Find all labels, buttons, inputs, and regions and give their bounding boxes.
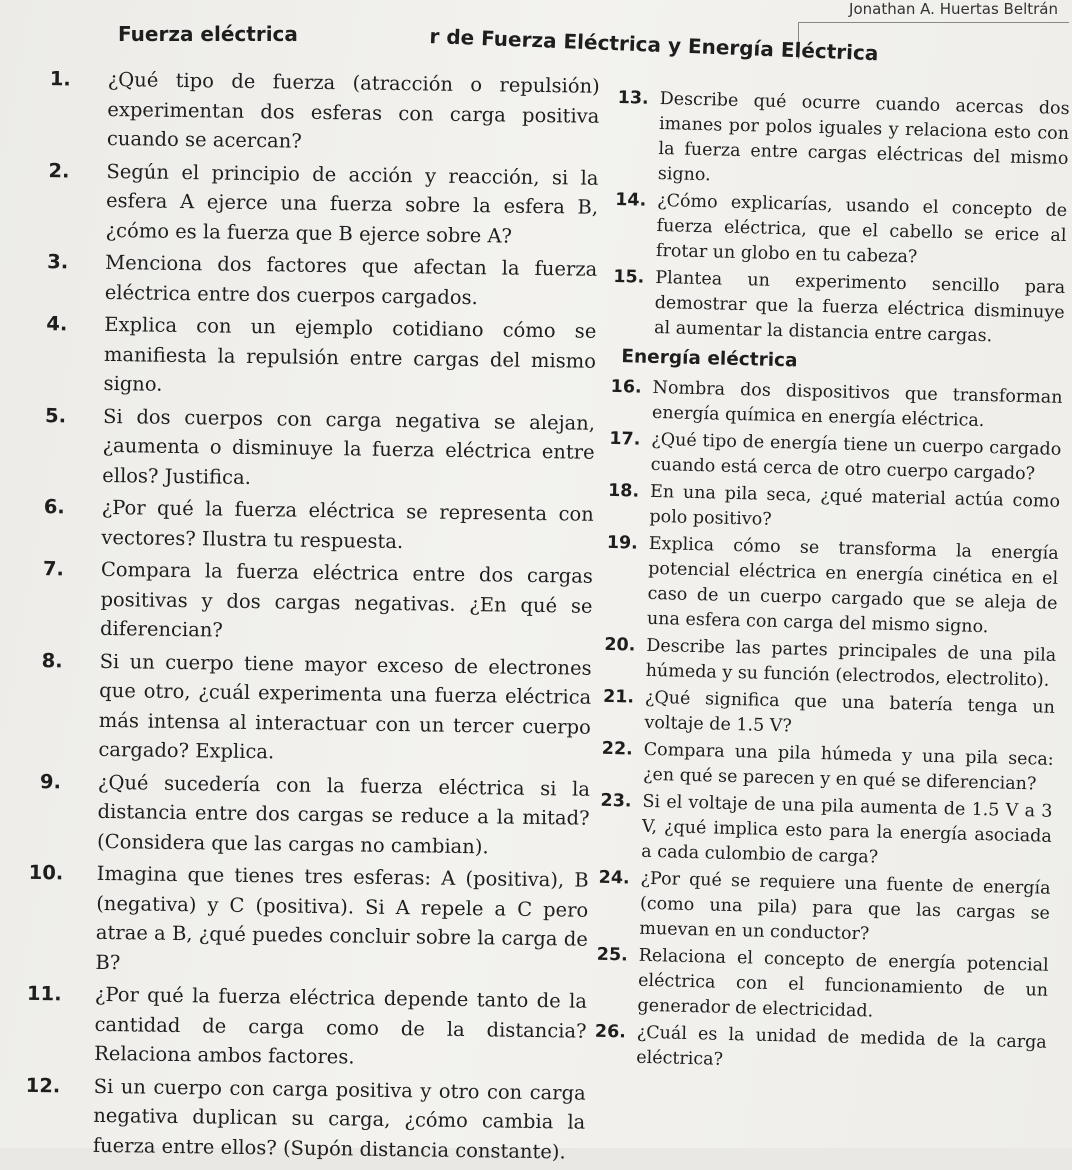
question-16 bbox=[610, 375, 1063, 436]
question-number: 25. bbox=[596, 944, 629, 966]
question-6 bbox=[33, 492, 594, 559]
question-number: 4. bbox=[46, 312, 68, 336]
question-3 bbox=[37, 247, 598, 314]
question-number: 16. bbox=[610, 376, 642, 398]
question-number: 5. bbox=[44, 403, 67, 427]
question-text: Relaciona el concepto de energía potencial eléctrica con el funcionamiento de un generador de electricidad. bbox=[637, 945, 1049, 1022]
question-22 bbox=[601, 737, 1054, 798]
question-number: 1. bbox=[49, 67, 71, 91]
question-text: ¿Qué sucedería con la fuerza eléctrica si la distancia entre dos cargas se reduce a la mitad? (Considera que las cargas no cambian). bbox=[96, 770, 591, 858]
question-15 bbox=[612, 265, 1066, 351]
question-text: Plantea un experimento sencillo para demostrar que la fuerza eléctrica disminuye al aumentar la distancia entre cargas. bbox=[653, 267, 1066, 347]
question-text: En una pila seca, ¿qué material actúa como polo positivo? bbox=[649, 481, 1061, 530]
question-18 bbox=[607, 479, 1060, 540]
question-text: ¿Cuál es la unidad de medida de la carga eléctrica? bbox=[636, 1022, 1047, 1070]
question-number: 7. bbox=[42, 557, 65, 581]
question-text: ¿Qué significa que una batería tenga un voltaje de 1.5 V? bbox=[644, 687, 1056, 737]
question-25 bbox=[595, 943, 1049, 1029]
question-text: Explica con un ejemplo cotidiano cómo se manifiesta la repulsión entre cargas del mismo signo. bbox=[103, 312, 597, 396]
question-10 bbox=[27, 858, 589, 984]
question-4 bbox=[35, 309, 596, 405]
question-number: 12. bbox=[25, 1073, 61, 1097]
section-title-electric-energy: Energía eléctrica bbox=[621, 346, 798, 372]
question-23 bbox=[599, 789, 1053, 875]
student-name: Jonathan A. Huertas Beltrán bbox=[849, 0, 1058, 18]
left-column bbox=[25, 64, 600, 1170]
question-text: Describe qué ocurre cuando acercas dos imanes por polos iguales y relaciona esto con la fuerza entre cargas eléctricas del mismo signo. bbox=[657, 89, 1070, 186]
question-text: ¿Cómo explicarías, usando el concepto de fuerza eléctrica, que el cabello se erice al frotar un globo en tu cabeza? bbox=[655, 190, 1068, 268]
question-text: Si un cuerpo tiene mayor exceso de electrones que otro, ¿cuál experimenta una fuerza eléctrica más intensa al interactuar con un tercer cuerpo cargado? Explica. bbox=[98, 649, 592, 764]
question-number: 18. bbox=[607, 480, 640, 502]
question-text: Compara la fuerza eléctrica entre dos cargas positivas y dos cargas negativas. ¿En qué se diferencian? bbox=[99, 557, 594, 642]
question-9 bbox=[29, 766, 590, 862]
question-21 bbox=[602, 685, 1055, 746]
question-text: Describe las partes principales de una pila húmeda y su función (electrodos, electrolito). bbox=[645, 635, 1057, 691]
question-text: Si un cuerpo con carga positiva y otro con carga negativa duplican su carga, ¿cómo cambia la fuerza entre ellos? (Supón distancia constante). bbox=[92, 1074, 586, 1163]
question-number: 24. bbox=[598, 867, 630, 889]
question-8 bbox=[30, 645, 592, 771]
question-number: 23. bbox=[600, 790, 632, 812]
question-text: Nombra dos dispositivos que transforman energía química en energía eléctrica. bbox=[651, 377, 1063, 432]
question-number: 20. bbox=[604, 634, 636, 656]
question-number: 19. bbox=[606, 532, 639, 554]
question-number: 11. bbox=[26, 981, 62, 1006]
question-number: 2. bbox=[48, 158, 70, 182]
question-number: 9. bbox=[39, 769, 62, 793]
question-7 bbox=[32, 554, 593, 650]
question-text: ¿Por qué la fuerza eléctrica depende tanto de la cantidad de carga como de la distancia? Relaciona ambos factores. bbox=[94, 982, 588, 1069]
question-number: 26. bbox=[594, 1021, 627, 1043]
question-text: ¿Por qué la fuerza eléctrica se representa con vectores? Ilustra tu respuesta. bbox=[101, 495, 594, 553]
question-number: 6. bbox=[43, 495, 65, 519]
right-column bbox=[594, 86, 1070, 1083]
question-number: 8. bbox=[41, 648, 63, 672]
question-text: ¿Qué tipo de fuerza (atracción o repulsión) experimentan dos esferas con carga positiva cuando se acercan? bbox=[106, 67, 600, 153]
question-text: Si dos cuerpos con carga negativa se alejan, ¿aumenta o disminuye la fuerza eléctrica entre ellos? Justifica. bbox=[102, 404, 596, 489]
question-text: Si el voltaje de una pila aumenta de 1.5 V a 3 V, ¿qué implica esto para la energía asociada a cada culombio de carga? bbox=[641, 791, 1053, 868]
question-number: 13. bbox=[617, 87, 649, 109]
question-number: 21. bbox=[602, 686, 635, 708]
question-12 bbox=[25, 1070, 586, 1166]
question-11 bbox=[26, 979, 587, 1075]
question-number: 14. bbox=[614, 189, 647, 211]
question-5 bbox=[34, 400, 595, 496]
question-20 bbox=[603, 633, 1056, 694]
question-text: ¿Qué tipo de energía tiene un cuerpo cargado cuando está cerca de otro cuerpo cargado? bbox=[650, 429, 1062, 485]
question-26 bbox=[594, 1020, 1047, 1081]
question-text: Menciona dos factores que afectan la fuerza eléctrica entre dos cuerpos cargados. bbox=[104, 250, 598, 309]
question-number: 3. bbox=[47, 250, 69, 274]
question-number: 15. bbox=[613, 266, 645, 288]
question-text: ¿Por qué se requiere una fuente de energía (como una pila) para que las cargas se muevan en un conductor? bbox=[639, 868, 1051, 945]
question-24 bbox=[597, 866, 1051, 952]
question-text: Compara una pila húmeda y una pila seca: ¿en qué se parecen y en qué se diferencian? bbox=[642, 739, 1054, 795]
question-text: Según el principio de acción y reacción, si la esfera A ejerce una fuerza sobre la esfera B, ¿cómo es la fuerza que B ejerce sobre A? bbox=[105, 159, 599, 248]
question-13 bbox=[616, 86, 1070, 197]
worksheet-title: r de Fuerza Eléctrica y Energía Eléctrica bbox=[429, 24, 879, 66]
question-14 bbox=[614, 188, 1068, 274]
question-2 bbox=[37, 155, 598, 251]
question-text: Explica cómo se transforma la energía potencial eléctrica en energía cinética en el caso de un cuerpo cargado que se aleja de una esfera con carga del mismo signo. bbox=[646, 533, 1059, 638]
question-17 bbox=[608, 427, 1061, 488]
section-title-electric-force: Fuerza eléctrica bbox=[118, 22, 298, 46]
question-number: 10. bbox=[28, 860, 64, 885]
question-number: 22. bbox=[601, 738, 634, 760]
question-number: 17. bbox=[609, 428, 641, 450]
question-text: Imagina que tienes tres esferas: A (positiva), B (negativa) y C (positiva). Si A repele a C pero atrae a B, ¿qué puedes concluir sobre la carga de B? bbox=[95, 861, 589, 974]
question-1 bbox=[39, 64, 600, 160]
question-19 bbox=[605, 531, 1059, 642]
